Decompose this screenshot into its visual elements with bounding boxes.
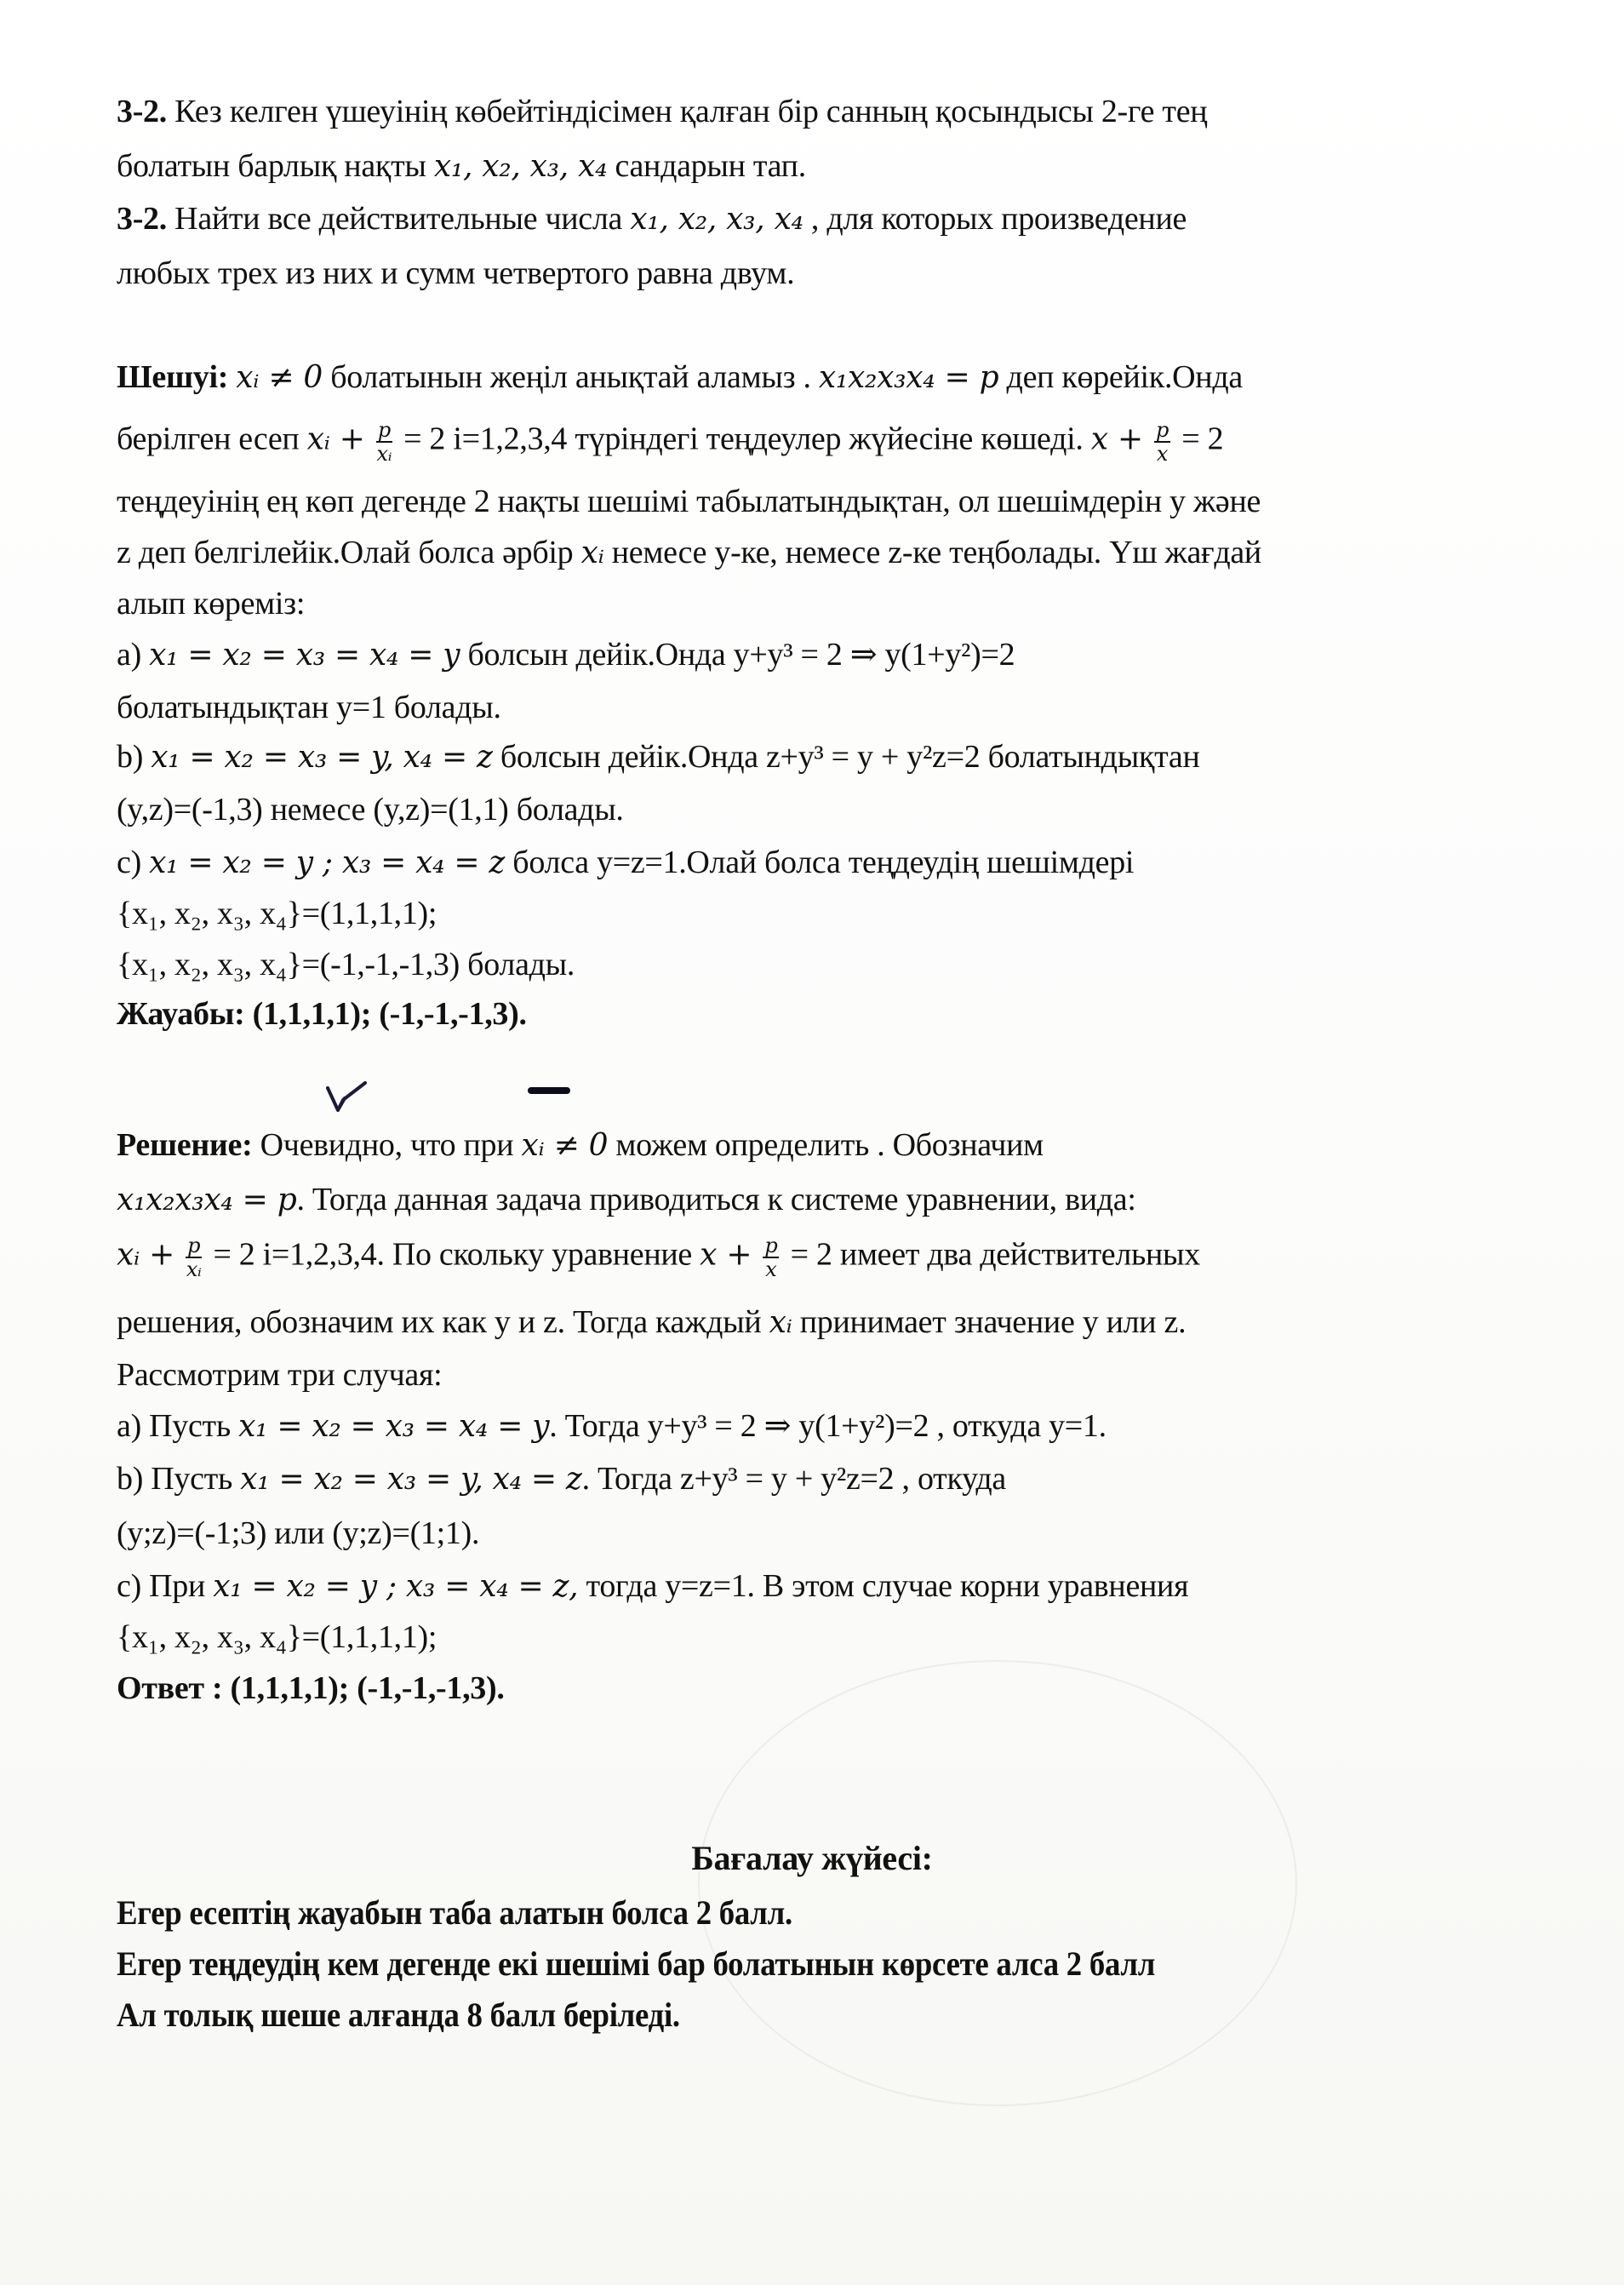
solution-text: {x₁, x₂, x₃, x₄}=(1,1,1,1); <box>117 896 437 931</box>
math-expr: x₁ = x₂ = x₃ = y, x₄ = z <box>240 1462 582 1497</box>
solution-text: Рассмотрим три случая: <box>117 1357 443 1393</box>
ru-case-b <box>117 1459 1006 1499</box>
solution-text: болса y=z=1.Олай болса теңдеудің шешімдері <box>512 845 1135 880</box>
solution-text: болсын дейік.Онда y+y³ = 2 ⇒ y(1+y²)=2 <box>467 637 1015 673</box>
math-expr: xᵢ ≠ 0 <box>236 360 323 395</box>
solution-label: Решение: <box>117 1127 253 1163</box>
ru-solution-line2 <box>117 1180 1136 1220</box>
solution-text: алып көреміз: <box>117 586 306 621</box>
solution-text: . Тогда данная задача приводиться к системе уравнении, вида: <box>296 1182 1136 1217</box>
problem-kz-line1 <box>117 92 1207 131</box>
case-label: a) Пусть <box>117 1408 231 1444</box>
fraction <box>376 419 392 465</box>
case-label: b) Пусть <box>117 1461 232 1497</box>
grading-heading: Бағалау жүйесі: <box>691 1839 933 1877</box>
kz-solution-line1 <box>117 358 1243 398</box>
case-label: a) <box>117 637 141 673</box>
fraction-denominator: xᵢ <box>376 442 392 466</box>
math-expr: x₁ = x₂ = y ; x₃ = x₄ = z, <box>213 1569 579 1604</box>
math-expr: x₁ = x₂ = y ; x₃ = x₄ = z <box>149 845 506 880</box>
math-expr: x₁ = x₂ = x₃ = x₄ = y <box>238 1409 550 1444</box>
solution-text: болатынын жеңіл анықтай аламыз . <box>330 359 811 395</box>
solution-text: болатындықтан y=1 болады. <box>117 690 501 725</box>
ru-solution-line1 <box>117 1125 1044 1165</box>
case-label: b) <box>117 739 144 775</box>
solution-text: = 2 i=1,2,3,4. По скольку уравнение <box>213 1236 692 1273</box>
solution-text: {x₁, x₂, x₃, x₄}=(1,1,1,1); <box>117 1619 437 1655</box>
check-mark-icon <box>326 1081 369 1115</box>
problem-ru-line1 <box>117 199 1187 239</box>
solution-text: = 2 i=1,2,3,4 түріндегі теңдеулер жүйесіне көшеді. <box>403 421 1084 457</box>
kz-answer <box>117 994 527 1034</box>
kz-solution-line5 <box>117 584 305 623</box>
answer-text: Жауабы: (1,1,1,1); (-1,-1,-1,3). <box>117 996 527 1032</box>
ru-solution-line3 <box>117 1234 1200 1280</box>
ru-case-c <box>117 1566 1188 1606</box>
problem-kz-line2 <box>117 146 806 186</box>
solution-text: болсын дейік.Онда z+y³ = y + y²z=2 болатындықтан <box>500 739 1200 775</box>
grading-rule-2 <box>117 1944 1155 1984</box>
problem-text: Найти все действительные числа <box>174 201 623 237</box>
fraction-numerator: p <box>377 418 391 442</box>
answer-text: Ответ : (1,1,1,1); (-1,-1,-1,3). <box>117 1670 505 1706</box>
fraction-denominator: x <box>1156 442 1169 466</box>
solution-text: можем определить . Обозначим <box>615 1127 1044 1163</box>
fraction <box>1154 419 1170 465</box>
fraction <box>186 1234 202 1280</box>
solution-text: = 2 <box>1181 421 1224 457</box>
kz-solution-line3 <box>117 482 1261 521</box>
solution-text: берілген есеп <box>117 421 300 457</box>
grading-text: Егер есептің жауабын таба алатын болса 2 балл. <box>117 1893 792 1932</box>
kz-case-a-line2 <box>117 688 501 727</box>
problem-text: , для которых произведение <box>810 201 1187 237</box>
ru-case-b-line2 <box>117 1514 479 1553</box>
grading-text: Ал толық шеше алғанда 8 балл беріледі. <box>117 1996 680 2034</box>
solution-text: . Тогда y+y³ = 2 ⇒ y(1+y²)=2 , откуда y=1. <box>549 1408 1106 1444</box>
math-expr: xᵢ <box>580 535 604 570</box>
solution-text: z деп белгілейік.Олай болса әрбір <box>117 535 574 570</box>
case-label: c) <box>117 845 141 880</box>
kz-case-c <box>117 843 1134 883</box>
problem-ru-line2 <box>117 254 794 293</box>
solution-text: . Тогда z+y³ = y + y²z=2 , откуда <box>581 1461 1006 1497</box>
math-expr: x + <box>700 1237 752 1273</box>
solution-text: теңдеуінің ең көп дегенде 2 нақты шешімі табылатындықтан, ол шешімдерін y және <box>117 484 1261 519</box>
kz-case-b <box>117 737 1199 777</box>
case-label: c) При <box>117 1568 205 1604</box>
fraction-numerator: p <box>187 1234 201 1257</box>
problem-label: 3-2. <box>117 94 167 129</box>
grading-text: Егер теңдеудің кем дегенде екі шешімі бар болатынын көрсете алса 2 балл <box>117 1944 1156 1983</box>
solution-text: деп көрейік.Онда <box>1006 359 1243 395</box>
ru-solution-set1 <box>117 1618 437 1657</box>
solution-text: тогда y=z=1. В этом случае корни уравнения <box>586 1568 1189 1604</box>
kz-solution-set2 <box>117 945 575 984</box>
ru-case-a <box>117 1406 1106 1446</box>
fraction-numerator: p <box>1156 418 1169 442</box>
kz-solution-set1 <box>117 894 437 933</box>
kz-solution-line4 <box>117 533 1261 573</box>
fraction-denominator: x <box>765 1257 777 1281</box>
math-expr: x + <box>1090 421 1143 457</box>
kz-solution-line2 <box>117 419 1223 465</box>
solution-text: немесе y-ке, немесе z-ке теңболады. Үш жағдай <box>611 535 1261 570</box>
math-expr: x₁ = x₂ = x₃ = x₄ = y <box>149 638 460 673</box>
problem-text: сандарын тап. <box>615 148 806 184</box>
solution-text: решения, обозначим их как y и z. Тогда каждый <box>117 1304 762 1340</box>
math-vars: x₁, x₂, x₃, x₄ <box>433 149 608 184</box>
grading-title <box>0 1839 1624 1879</box>
fraction-denominator: xᵢ <box>186 1257 202 1281</box>
dash-mark <box>528 1087 570 1094</box>
solution-label: Шешуі: <box>117 359 229 395</box>
solution-text: (y,z)=(-1,3) немесе (y,z)=(1,1) болады. <box>117 792 624 828</box>
math-expr: x₁x₂x₃x₄ = p <box>117 1183 297 1217</box>
grading-rule-1 <box>117 1893 792 1933</box>
problem-text: болатын барлық нақты <box>117 148 426 184</box>
math-vars: x₁, x₂, x₃, x₄ <box>630 202 803 237</box>
kz-case-a <box>117 635 1015 675</box>
solution-text: Очевидно, что при <box>260 1127 514 1163</box>
grading-rule-3 <box>117 1996 680 2035</box>
math-expr: xᵢ + <box>306 421 365 457</box>
fraction <box>763 1234 779 1280</box>
math-expr: xᵢ <box>769 1305 792 1340</box>
fraction-numerator: p <box>764 1234 778 1257</box>
ru-solution-line5 <box>117 1355 442 1394</box>
math-expr: xᵢ + <box>117 1237 174 1273</box>
solution-text: {x₁, x₂, x₃, x₄}=(-1,-1,-1,3) болады. <box>117 947 575 982</box>
problem-label: 3-2. <box>117 201 167 237</box>
math-expr: x₁ = x₂ = x₃ = y, x₄ = z <box>151 740 493 775</box>
ru-answer <box>117 1669 505 1708</box>
ru-solution-line4 <box>117 1303 1186 1343</box>
math-expr: x₁x₂x₃x₄ = p <box>818 360 999 395</box>
problem-text: любых трех из них и сумм четвертого равна двум. <box>117 255 795 291</box>
solution-text: (y;z)=(-1;3) или (y;z)=(1;1). <box>117 1515 480 1551</box>
bleed-through-circle <box>698 1660 1297 2106</box>
solution-text: = 2 имеет два действительных <box>790 1236 1200 1273</box>
kz-case-b-line2 <box>117 790 624 829</box>
math-expr: xᵢ ≠ 0 <box>521 1128 609 1163</box>
solution-text: принимает значение y или z. <box>799 1304 1187 1340</box>
problem-text: Кез келген үшеуінің көбейтіндісімен қалған бір санның қосындысы 2-ге тең <box>174 94 1208 129</box>
